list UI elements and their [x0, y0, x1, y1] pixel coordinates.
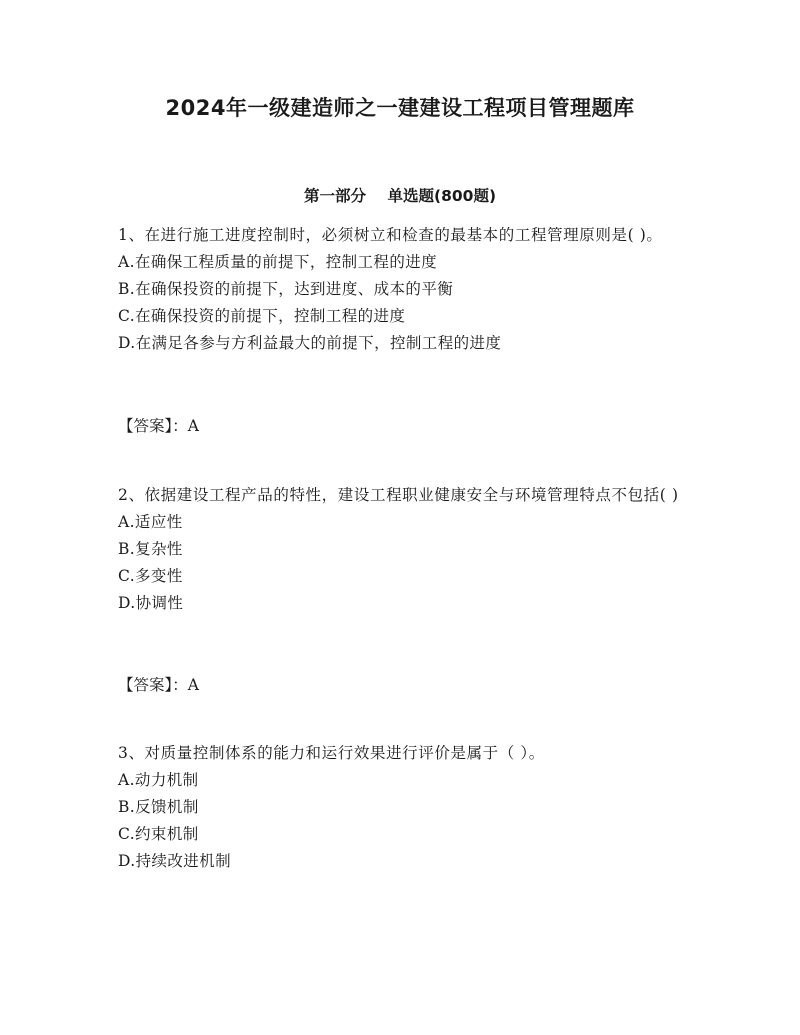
- option-c: C.多变性: [118, 567, 183, 585]
- question-stem: 2、依据建设工程产品的特性，建设工程职业健康安全与环境管理特点不包括( ): [118, 486, 679, 504]
- option-list: [118, 249, 688, 357]
- option-list: [118, 767, 688, 875]
- answer-1: 【答案】：A: [118, 417, 199, 435]
- option-d: D.在满足各参与方利益最大的前提下，控制工程的进度: [118, 334, 502, 352]
- option-list: [118, 509, 688, 617]
- question-stem: 3、对质量控制体系的能力和运行效果进行评价是属于（ ）。: [118, 744, 545, 762]
- option-b: B.在确保投资的前提下，达到进度、成本的平衡: [118, 280, 454, 298]
- question-1: [118, 222, 688, 357]
- question-3: [118, 740, 688, 875]
- question-stem: 1、在进行施工进度控制时，必须树立和检查的最基本的工程管理原则是( )。: [118, 226, 663, 244]
- option-c: C.约束机制: [118, 825, 199, 843]
- option-b: B.反馈机制: [118, 798, 199, 816]
- answer-2: 【答案】：A: [118, 676, 199, 694]
- option-a: A.适应性: [118, 513, 183, 531]
- page-title: 2024年一级建造师之一建建设工程项目管理题库: [165, 96, 635, 120]
- section-heading: 第一部分 单选题(800题): [303, 187, 497, 205]
- question-2: [118, 482, 688, 617]
- option-c: C.在确保投资的前提下，控制工程的进度: [118, 307, 406, 325]
- option-a: A.动力机制: [118, 771, 199, 789]
- option-d: D.持续改进机制: [118, 852, 232, 870]
- option-d: D.协调性: [118, 594, 184, 612]
- option-b: B.复杂性: [118, 540, 183, 558]
- option-a: A.在确保工程质量的前提下，控制工程的进度: [118, 253, 438, 271]
